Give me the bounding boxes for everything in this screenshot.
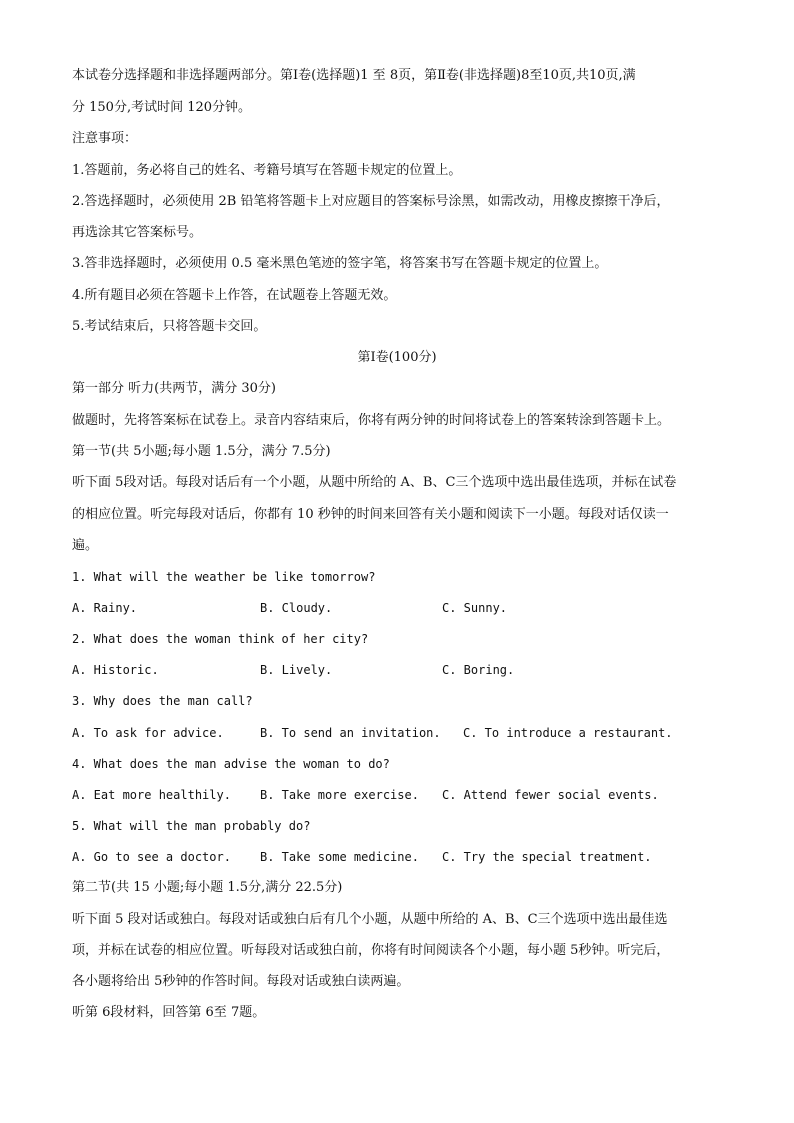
question-4-option-c: C. Attend fewer social events. [442, 788, 659, 802]
question-2: 2. What does the woman think of her city? [72, 632, 369, 646]
notice-item-5: 5.考试结束后，只将答题卡交回。 [72, 319, 267, 334]
question-4-option-b: B. Take more exercise. [260, 788, 419, 802]
question-5-option-c: C. Try the special treatment. [442, 850, 652, 864]
question-3: 3. Why does the man call? [72, 694, 253, 708]
question-4-option-a: A. Eat more healthily. [72, 788, 231, 802]
question-5: 5. What will the man probably do? [72, 819, 311, 833]
question-2-option-a: A. Historic. [72, 663, 159, 677]
section2-directions-line-2: 项，并标在试卷的相应位置。听每段对话或独白前，你将有时间阅读各个小题，每小题 5秒钟。听完后， [72, 943, 670, 958]
part1-instruction: 做题时，先将答案标在试卷上。录音内容结束后，你将有两分钟的时间将试卷上的答案转涂到答题卡上。 [72, 413, 671, 428]
question-3-option-a: A. To ask for advice. [72, 726, 224, 740]
question-2-option-c: C. Boring. [442, 663, 515, 677]
notice-item-4: 4.所有题目必须在答题卡上作答，在试题卷上答题无效。 [72, 288, 397, 303]
question-3-option-c: C. To introduce a restaurant. [463, 726, 673, 740]
part1-title: 第一部分 听力(共两节，满分 30分) [72, 381, 276, 396]
notice-item-2-line-2: 再选涂其它答案标号。 [72, 225, 203, 240]
question-5-option-b: B. Take some medicine. [260, 850, 419, 864]
notice-item-1: 1.答题前，务必将自己的姓名、考籍号填写在答题卡规定的位置上。 [72, 163, 462, 178]
question-1-option-a: A. Rainy. [72, 601, 138, 615]
question-2-option-b: B. Lively. [260, 663, 333, 677]
section1-directions-line-2: 的相应位置。听完每段对话后，你都有 10 秒钟的时间来回答有关小题和阅读下一小题。每段对话仅读一 [72, 507, 669, 522]
question-3-option-b: B. To send an invitation. [260, 726, 441, 740]
question-4: 4. What does the man advise the woman to do? [72, 757, 390, 771]
section2-directions-line-3: 各小题将给出 5秒钟的作答时间。每段对话或独白读两遍。 [72, 974, 410, 989]
intro-line-1: 本试卷分选择题和非选择题两部分。第Ⅰ卷(选择题)1 至 8页，第Ⅱ卷(非选择题)8至10页,共10页,满 [72, 68, 636, 83]
section1-directions-line-1: 听下面 5段对话。每段对话后有一个小题，从题中所给的 A、B、C三个选项中选出最佳选项，并标在试卷 [72, 475, 677, 490]
question-1: 1. What will the weather be like tomorrow? [72, 570, 376, 584]
question-1-option-b: B. Cloudy. [260, 601, 333, 615]
section2-material-6: 听第 6段材料，回答第 6至 7题。 [72, 1005, 266, 1020]
section1-directions-line-3: 遍。 [72, 538, 99, 553]
intro-line-2: 分 150分,考试时间 120分钟。 [72, 100, 252, 115]
question-5-option-a: A. Go to see a doctor. [72, 850, 231, 864]
section2-directions-line-1: 听下面 5 段对话或独白。每段对话或独白后有几个小题，从题中所给的 A、B、C三个选项中选出最佳选 [72, 912, 668, 927]
volume-title: 第Ⅰ卷(100分) [357, 350, 437, 365]
notice-heading: 注意事项： [72, 131, 138, 146]
question-1-option-c: C. Sunny. [442, 601, 508, 615]
notice-item-3: 3.答非选择题时，必须使用 0.5 毫米黑色笔迹的签字笔，将答案书写在答题卡规定的位置上。 [72, 256, 608, 271]
section2-title: 第二节(共 15 小题;每小题 1.5分,满分 22.5分) [72, 880, 343, 895]
notice-item-2-line-1: 2.答选择题时，必须使用 2B 铅笔将答题卡上对应题目的答案标号涂黑，如需改动，用橡皮擦擦干净后， [72, 194, 670, 209]
section1-title: 第一节(共 5小题;每小题 1.5分，满分 7.5分) [72, 444, 331, 459]
